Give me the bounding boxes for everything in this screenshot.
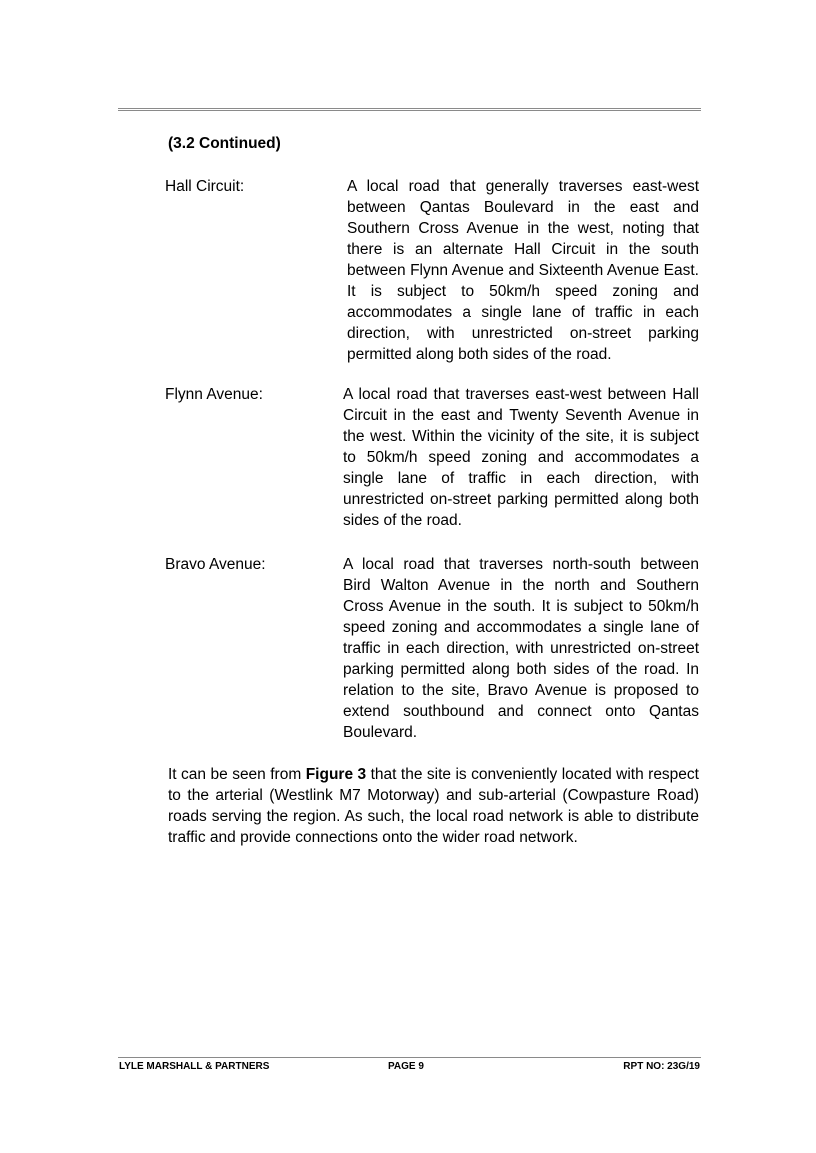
summary-text-after: that the site is conveniently located with respect to the arterial (Westlink M7 Motorway) and sub-arterial (Cowpasture Road) roads serving the region. As such, the local road network is able to distribute traffic and provide connections onto the wider road network.: [168, 766, 699, 846]
header-rule: [118, 108, 701, 111]
summary-text-before: It can be seen from: [168, 766, 306, 783]
road-description-flynn-avenue: A local road that traverses east-west between Hall Circuit in the east and Twenty Seventh Avenue in the west. Within the vicinity of the site, it is subject to 50km/h speed zoning and accommodates a single lane of traffic in each direction, with unrestricted on-street parking permitted along both sides of the road.: [343, 386, 699, 529]
footer-report-number: RPT NO: 23G/19: [623, 1061, 700, 1072]
road-description-bravo-avenue: A local road that traverses north-south between Bird Walton Avenue in the north and Southern Cross Avenue in the south. It is subject to 50km/h speed zoning and accommodates a single lane of traffic in each direction, with unrestricted on-street parking permitted along both sides of the road. In relation to the site, Bravo Avenue is proposed to extend southbound and connect onto Qantas Boulevard.: [343, 556, 699, 741]
summary-paragraph: [168, 764, 699, 848]
road-term-bravo-avenue: Bravo Avenue:: [165, 556, 266, 573]
road-description-hall-circuit: A local road that generally traverses east-west between Qantas Boulevard in the east and Southern Cross Avenue in the west, noting that there is an alternate Hall Circuit in the south between Flynn Avenue and Sixteenth Avenue East. It is subject to 50km/h speed zoning and accommodates a single lane of traffic in each direction, with unrestricted on-street parking permitted along both sides of the road.: [347, 178, 699, 363]
figure-reference: Figure 3: [305, 766, 367, 783]
footer-company-name: LYLE MARSHALL & PARTNERS: [119, 1061, 270, 1072]
footer-rule: [118, 1057, 701, 1058]
footer-page-number: PAGE 9: [388, 1061, 424, 1072]
road-term-hall-circuit: Hall Circuit:: [165, 178, 245, 195]
section-heading: (3.2 Continued): [168, 135, 281, 152]
road-term-flynn-avenue: Flynn Avenue:: [165, 386, 263, 403]
